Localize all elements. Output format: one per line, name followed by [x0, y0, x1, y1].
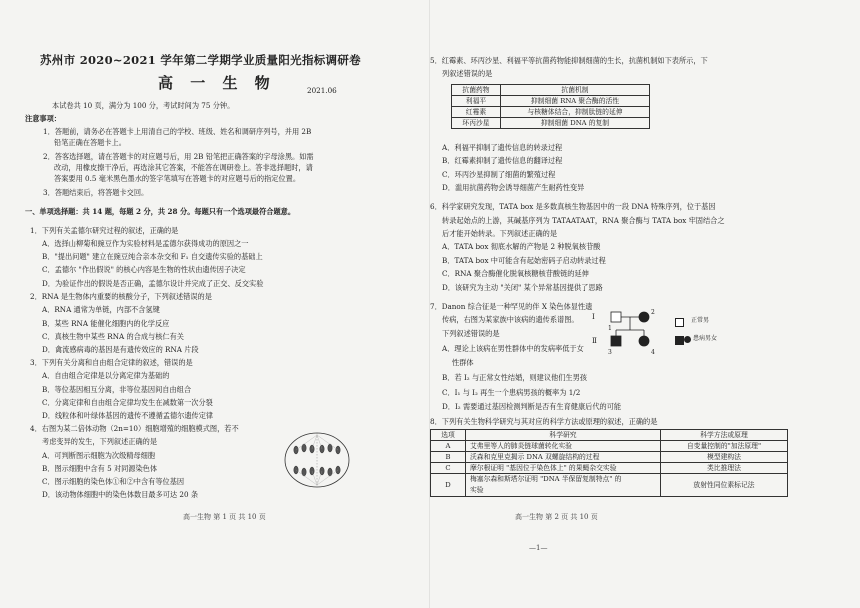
- q4-option-b: B．图示细胞中含有 5 对同源染色体: [42, 464, 158, 473]
- table-header-cell: 选项: [431, 430, 466, 441]
- table-cell-line: 梅塞尔森和斯塔尔证明 "DNA 半保留复制特点" 的: [470, 475, 622, 483]
- question-4-stem: 4．右图为某二倍体动物（2n=10）细胞增殖的细胞模式图，若不: [30, 424, 239, 433]
- table-cell: D: [431, 474, 466, 497]
- table-cell: B: [431, 452, 466, 463]
- legend-label: 患病男女: [693, 335, 718, 342]
- table-row: [431, 463, 788, 474]
- q4-option-c: C．图示细胞的染色体①和②中含有等位基因: [42, 477, 185, 486]
- table-header-cell: 抗菌机制: [501, 85, 650, 96]
- q1-option-d: D．为验证作出的假说是否正确，孟德尔设计并完成了正交、反交实验: [42, 279, 264, 288]
- table-header-cell: 抗菌药物: [452, 85, 501, 96]
- page-footer: 高一生物 第 1 页 共 10 页: [183, 513, 266, 521]
- question-6-stem-cont: 转录起始点的上游，其碱基序列为 TATAATAAT，RNA 聚合酶与 TATA box 牢固结合之: [442, 216, 725, 225]
- q2-option-d: D．禽流感病毒的基因是有遗传效应的 RNA 片段: [42, 345, 199, 354]
- q6-option-c: C．RNA 聚合酶催化脱氧核糖核苷酸链的延伸: [442, 269, 589, 278]
- question-5-stem: 5．红霉素、环丙沙星、利福平等抗菌药物能抑制细菌的生长，抗菌机制如下表所示，下: [430, 56, 708, 65]
- table-row: [452, 96, 650, 107]
- table-row: [431, 452, 788, 463]
- table-cell: 与核糖体结合，抑制肽链的延伸: [501, 107, 650, 118]
- question-7-stem-cont: 传病，右图为某家族中该病的遗传系谱图。: [442, 315, 579, 324]
- page-footer: 高一生物 第 2 页 共 10 页: [515, 513, 598, 521]
- table-row: [452, 107, 650, 118]
- legend-affected-square: [675, 336, 684, 345]
- table-cell: C: [431, 463, 466, 474]
- table-cell: 红霉素: [452, 107, 501, 118]
- q2-option-c: C．真核生物中某些 RNA 的合成与核仁有关: [42, 332, 184, 341]
- table-row: [452, 118, 650, 129]
- q5-option-d: D．滥用抗菌药物会诱导细菌产生耐药性变异: [442, 183, 585, 192]
- notes-line: 答案要用 0.5 毫米黑色墨水的签字笔填写在答题卡的对应题号后的指定位置。: [54, 174, 301, 183]
- legend-affected-circle: [684, 336, 691, 343]
- notes-line: 1．答题前，请务必在答题卡上用清自己的学校、班级、姓名和调研序列号，并用 2B: [43, 127, 312, 136]
- table-header-row: [431, 430, 788, 441]
- table-cell: 艾弗里等人的肺炎链球菌转化实验: [466, 441, 661, 452]
- notes-line: 2．答客选择题，请在答题卡的对应题号后，用 2B 铅笔把正确答案的字母涂黑。如需: [43, 152, 314, 161]
- antibiotic-table: [451, 84, 650, 129]
- exam-title: 苏州市 2020~2021 学年第二学期学业质量阳光指标调研卷: [40, 53, 361, 67]
- table-row: [431, 441, 788, 452]
- table-cell: 抑制细菌 DNA 的复制: [501, 118, 650, 129]
- legend-label: 正常男: [691, 317, 710, 324]
- table-cell: 利福平: [452, 96, 501, 107]
- question-7-stem-cont: 下列叙述错误的是: [442, 329, 500, 338]
- question-1-stem: 1．下列有关孟德尔研究过程的叙述，正确的是: [30, 226, 179, 235]
- table-cell-line: 实验: [470, 486, 484, 494]
- question-5-stem-cont: 列叙述错误的是: [442, 69, 493, 78]
- affected-female-symbol: [639, 336, 649, 346]
- q2-option-a: A．RNA 通常为单链，内部不含氢键: [42, 305, 160, 314]
- q6-option-a: A．TATA box 彻底水解的产物是 2 种脱氧核苷酸: [442, 242, 601, 251]
- table-header-cell: 科学方法或原理: [661, 430, 788, 441]
- legend-normal-square: [675, 318, 684, 327]
- individual-number: 2: [651, 309, 655, 316]
- normal-male-symbol: [611, 312, 621, 322]
- q6-option-b: B．TATA box 中可能含有起始密码子启动转录过程: [442, 256, 606, 265]
- generation-label: Ⅱ: [592, 336, 597, 345]
- table-header-row: [452, 85, 650, 96]
- table-cell: [466, 474, 661, 497]
- subject-heading: 高 一 生 物: [158, 74, 276, 92]
- notes-line: 铅笔正确在答题卡上。: [54, 138, 126, 147]
- pedigree-legend: [675, 314, 727, 350]
- affected-female-symbol: [639, 312, 649, 322]
- q7-option-a: A．理论上该病在男性群体中的发病率低于女: [442, 344, 584, 353]
- q7-option-b: B．若 Ⅰ₂ 与正常女性结婚，则建议他们生男孩: [442, 373, 587, 382]
- table-cell: A: [431, 441, 466, 452]
- question-8-stem: 8．下列有关生物科学研究与其对应的科学方法或原理的叙述，正确的是: [430, 417, 658, 426]
- individual-number: 1: [608, 325, 612, 332]
- q1-option-a: A．选择山柳菊和豌豆作为实验材料是孟德尔获得成功的原因之一: [42, 239, 249, 248]
- individual-number: 3: [608, 349, 612, 356]
- affected-male-symbol: [611, 336, 621, 346]
- q4-option-d: D．该动物体细胞中的染色体数目最多可达 20 条: [42, 490, 199, 499]
- method-table: [430, 429, 788, 497]
- q1-option-b: B．"提出问题" 建立在豌豆纯合亲本杂交和 F₁ 自交遗传实验的基础上: [42, 252, 263, 261]
- q7-option-c: C．Ⅰ₁ 与 Ⅰ₂ 再生一个患病男孩的概率为 1/2: [442, 388, 581, 397]
- table-cell: 环丙沙星: [452, 118, 501, 129]
- table-cell: 模型建构法: [661, 452, 788, 463]
- exam-info: 本试卷共 10 页，满分为 100 分，考试时间为 75 分钟。: [52, 101, 235, 110]
- notes-line: 3．答题结束后，将答题卡交回。: [43, 188, 149, 197]
- question-7-stem: 7．Danon 综合征是一种罕见的伴 X 染色体显性遗: [430, 302, 593, 311]
- q3-option-d: D．线粒体和叶绿体基因的遗传不遵循孟德尔遗传定律: [42, 411, 214, 420]
- table-row: [431, 474, 788, 497]
- page-mark: —1—: [529, 544, 548, 552]
- question-6-stem-cont: 后才能开始转录。下列叙述正确的是: [442, 229, 558, 238]
- table-cell: 沃森和克里克揭示 DNA 双螺旋结构的过程: [466, 452, 661, 463]
- exam-date: 2021.06: [307, 86, 337, 95]
- notes-label: 注意事项：: [25, 114, 61, 123]
- q5-option-b: B．红霉素抑制了遗传信息的翻译过程: [442, 156, 563, 165]
- question-2-stem: 2．RNA 是生物体内重要的核酸分子，下列叙述错误的是: [30, 292, 212, 301]
- pedigree-lines: [606, 308, 666, 356]
- table-cell: 自变量控制的"加法原理": [661, 441, 788, 452]
- q6-option-d: D．该研究为主动 "关闭" 某个异常基因提供了思路: [442, 283, 603, 292]
- table-header-cell: 科学研究: [466, 430, 661, 441]
- q7-option-a-cont: 性群体: [452, 358, 474, 367]
- q2-option-b: B．某些 RNA 能催化细胞内的化学反应: [42, 319, 170, 328]
- q7-option-d: D．Ⅰ₂ 需要通过基因检测判断是否有生育健康后代的可能: [442, 402, 622, 411]
- q3-option-b: B．等位基因相互分离，非等位基因间自由组合: [42, 385, 192, 394]
- question-6-stem: 6．科学家研究发现，TATA box 是多数真核生物基因中的一段 DNA 特殊序列，位于基因: [430, 202, 716, 211]
- table-cell: 摩尔根证明 "基因位于染色体上" 的果蝇杂交实验: [466, 463, 661, 474]
- q3-option-c: C．分离定律和自由组合定律均发生在减数第一次分裂: [42, 398, 213, 407]
- generation-label: Ⅰ: [592, 312, 595, 321]
- cell-division-figure: [282, 430, 352, 490]
- table-cell: 抑制细菌 RNA 聚合酶的活性: [501, 96, 650, 107]
- question-3-stem: 3．下列有关分离和自由组合定律的叙述，错误的是: [30, 358, 193, 367]
- notes-line: 改动，用橡皮擦干净后，再选涂其它答案，不能答在调研卷上。答非选择题时，请: [54, 163, 313, 172]
- exam-page-right: [430, 0, 860, 608]
- table-cell: 类比推理法: [661, 463, 788, 474]
- q1-option-c: C．孟德尔 "作出假说" 的核心内容是生物的性状由遗传因子决定: [42, 265, 246, 274]
- question-4-stem-cont: 考虑变异的发生，下列叙述正确的是: [42, 437, 158, 446]
- q4-option-a: A．可判断图示细胞为次级精母细胞: [42, 451, 156, 460]
- table-cell: 放射性同位素标记法: [661, 474, 788, 497]
- q5-option-a: A．利福平抑制了遗传信息的转录过程: [442, 143, 563, 152]
- section-heading: 一、单项选择题：共 14 题，每题 2 分，共 28 分。每题只有一个选项最符合题意。: [25, 207, 296, 216]
- q5-option-c: C．环丙沙星抑制了细菌的繁殖过程: [442, 170, 556, 179]
- individual-number: 4: [651, 349, 655, 356]
- q3-option-a: A．自由组合定律是以分离定律为基础的: [42, 371, 170, 380]
